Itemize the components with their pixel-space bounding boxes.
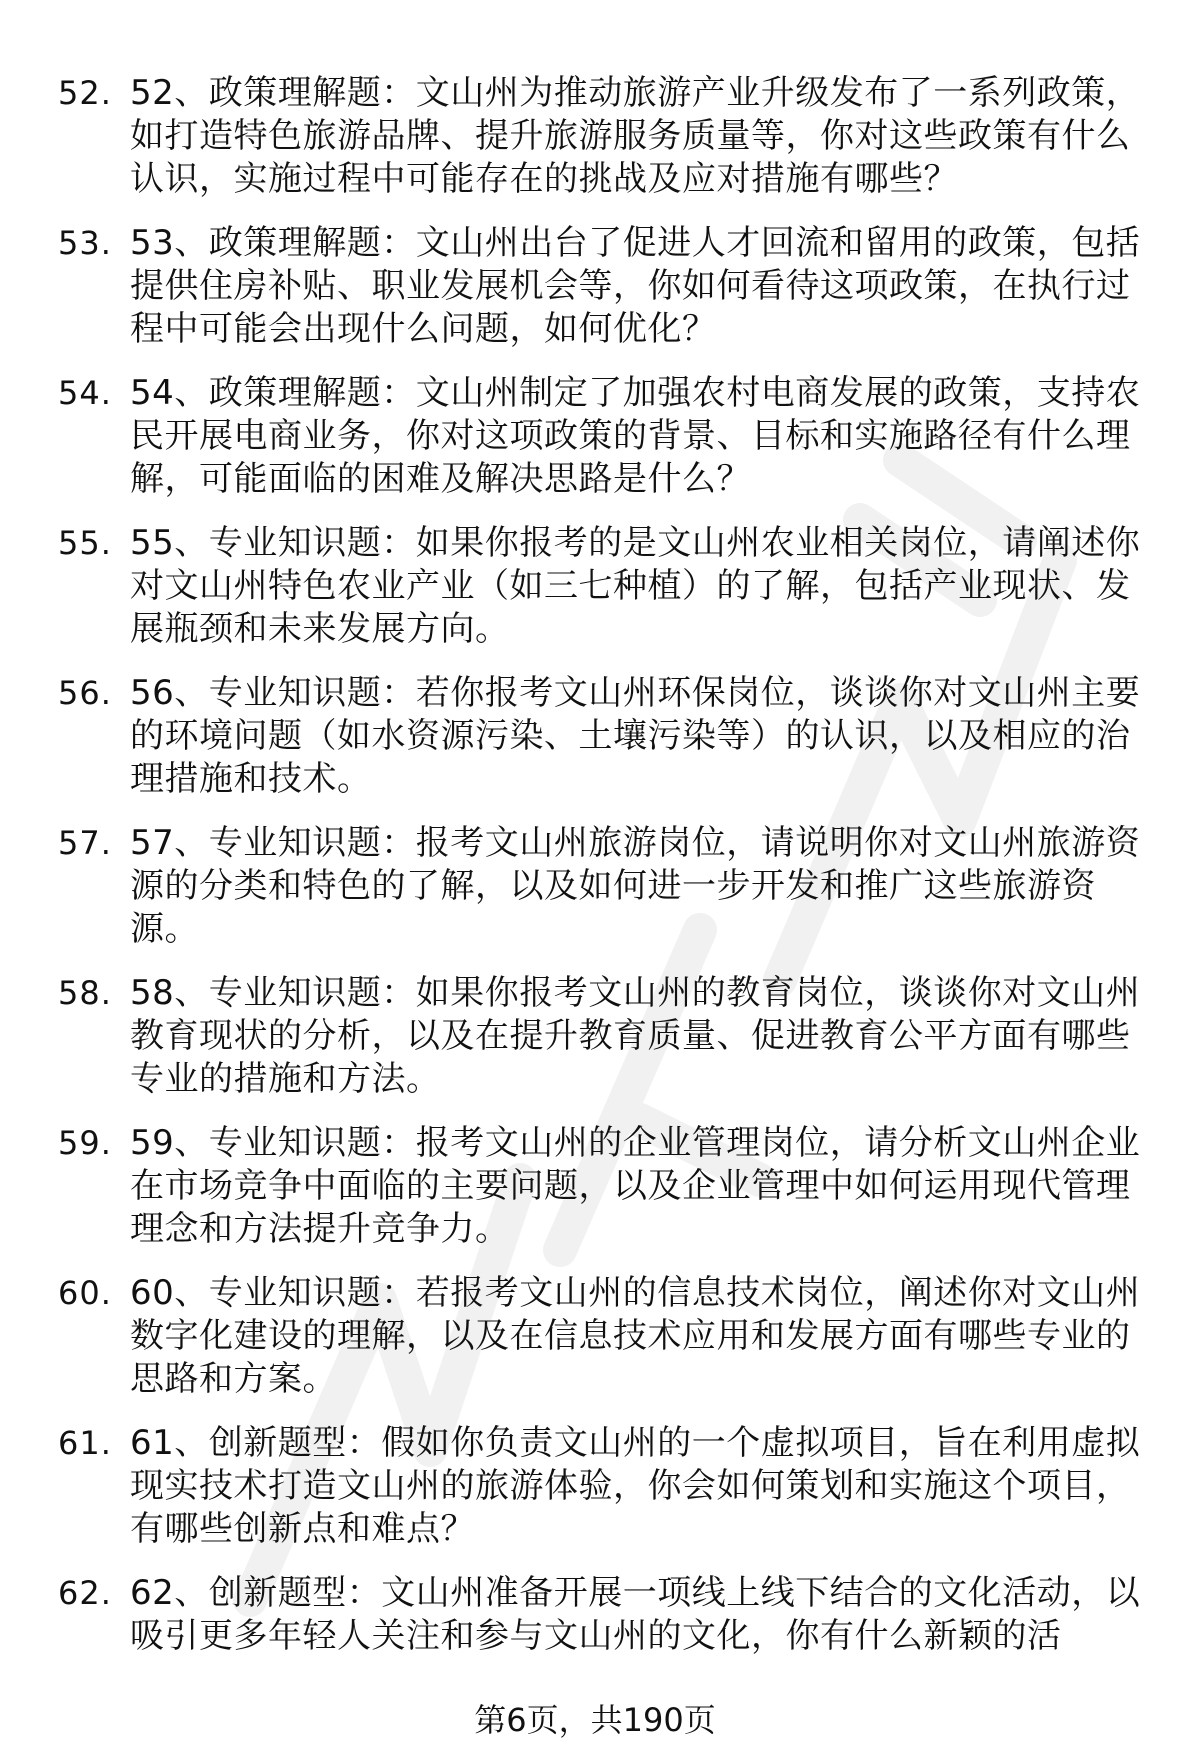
list-item bbox=[0, 822, 1190, 951]
question-number: 62. bbox=[58, 1574, 112, 1612]
list-item bbox=[0, 372, 1190, 501]
question-text: 53、政策理解题：文山州出台了促进人才回流和留用的政策，包括提供住房补贴、职业发展机会等，你如何看待这项政策，在执行过程中可能会出现什么问题，如何优化？ bbox=[130, 223, 1141, 349]
list-item bbox=[0, 222, 1190, 351]
question-number: 60. bbox=[58, 1274, 112, 1312]
question-number: 57. bbox=[58, 824, 112, 862]
question-number: 58. bbox=[58, 974, 112, 1012]
question-text: 56、专业知识题：若你报考文山州环保岗位，谈谈你对文山州主要的环境问题（如水资源污染、土壤污染等）的认识，以及相应的治理措施和技术。 bbox=[130, 673, 1141, 799]
list-item bbox=[0, 1422, 1190, 1551]
question-number: 61. bbox=[58, 1424, 112, 1462]
question-number: 59. bbox=[58, 1124, 112, 1162]
question-number: 52. bbox=[58, 74, 112, 112]
question-text: 62、创新题型：文山州准备开展一项线上线下结合的文化活动，以吸引更多年轻人关注和参与文山州的文化，你有什么新颖的活 bbox=[130, 1573, 1141, 1656]
question-text: 59、专业知识题：报考文山州的企业管理岗位，请分析文山州企业在市场竞争中面临的主要问题，以及企业管理中如何运用现代管理理念和方法提升竞争力。 bbox=[130, 1123, 1141, 1249]
list-item bbox=[0, 1272, 1190, 1401]
list-item bbox=[0, 522, 1190, 651]
question-text: 61、创新题型：假如你负责文山州的一个虚拟项目，旨在利用虚拟现实技术打造文山州的旅游体验，你会如何策划和实施这个项目，有哪些创新点和难点？ bbox=[130, 1423, 1141, 1549]
question-text: 58、专业知识题：如果你报考文山州的教育岗位，谈谈你对文山州教育现状的分析，以及在提升教育质量、促进教育公平方面有哪些专业的措施和方法。 bbox=[130, 973, 1141, 1099]
page-footer: 第6页，共190页 bbox=[474, 1701, 716, 1739]
question-number: 53. bbox=[58, 224, 112, 262]
list-item bbox=[0, 972, 1190, 1101]
question-text: 60、专业知识题：若报考文山州的信息技术岗位，阐述你对文山州数字化建设的理解，以及在信息技术应用和发展方面有哪些专业的思路和方案。 bbox=[130, 1273, 1141, 1399]
list-item bbox=[0, 1572, 1190, 1658]
question-number: 54. bbox=[58, 374, 112, 412]
question-text: 54、政策理解题：文山州制定了加强农村电商发展的政策，支持农民开展电商业务，你对这项政策的背景、目标和实施路径有什么理解，可能面临的困难及解决思路是什么？ bbox=[130, 373, 1141, 499]
question-text: 52、政策理解题：文山州为推动旅游产业升级发布了一系列政策，如打造特色旅游品牌、提升旅游服务质量等，你对这些政策有什么认识，实施过程中可能存在的挑战及应对措施有哪些？ bbox=[130, 73, 1141, 199]
question-text: 55、专业知识题：如果你报考的是文山州农业相关岗位，请阐述你对文山州特色农业产业（如三七种植）的了解，包括产业现状、发展瓶颈和未来发展方向。 bbox=[130, 523, 1141, 649]
list-item bbox=[0, 672, 1190, 801]
question-number: 56. bbox=[58, 674, 112, 712]
list-item bbox=[0, 72, 1190, 201]
question-number: 55. bbox=[58, 524, 112, 562]
list-item bbox=[0, 1122, 1190, 1251]
question-list bbox=[0, 72, 1190, 1679]
question-text: 57、专业知识题：报考文山州旅游岗位，请说明你对文山州旅游资源的分类和特色的了解，以及如何进一步开发和推广这些旅游资源。 bbox=[130, 823, 1141, 949]
